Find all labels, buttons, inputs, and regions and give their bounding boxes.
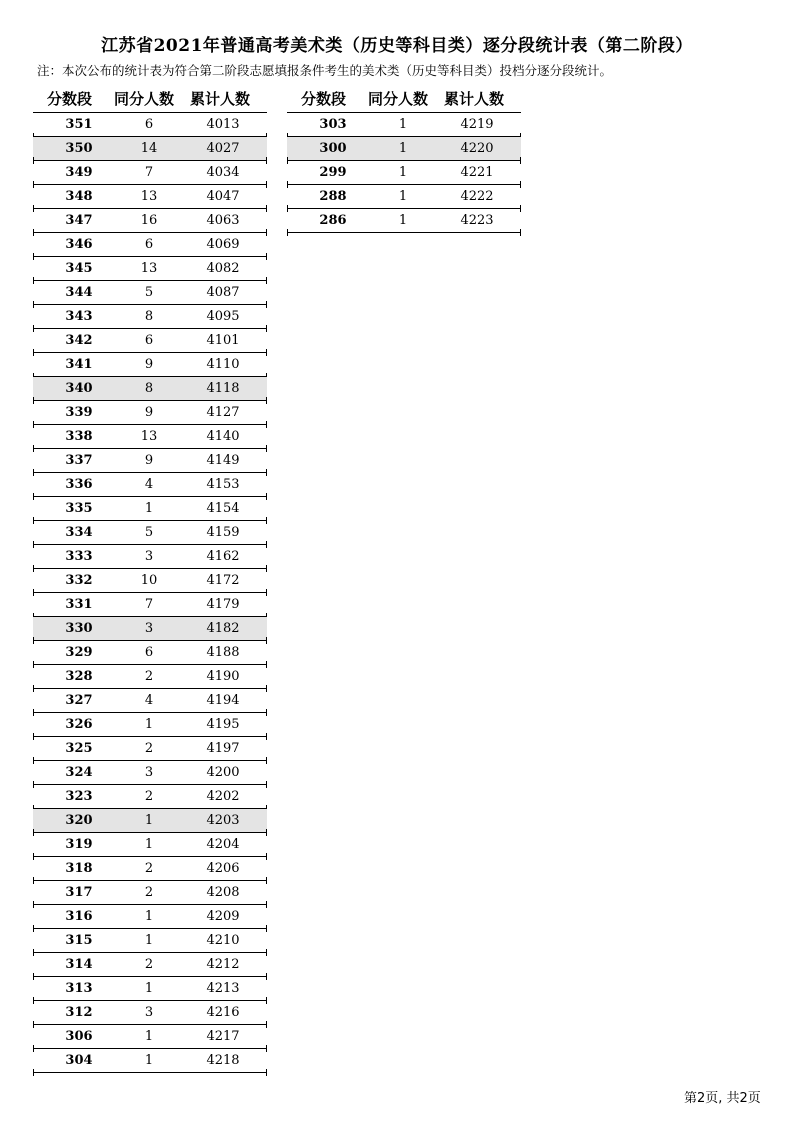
- score-cell: 317: [65, 885, 93, 900]
- cumulative-count-cell: 4082: [206, 261, 240, 276]
- table-row: [33, 809, 267, 833]
- cumulative-count-cell: 4216: [206, 1005, 240, 1020]
- cumulative-count-cell: 4153: [206, 477, 240, 492]
- score-cell: 332: [65, 573, 93, 588]
- score-cell: 300: [319, 141, 347, 156]
- same-score-count-cell: 1: [144, 837, 154, 852]
- same-score-count-cell: 6: [144, 237, 154, 252]
- score-cell: 343: [65, 309, 93, 324]
- table-note: 注：本次公布的统计表为符合第二阶段志愿填报条件考生的美术类（历史等科目类）投档分逐分段统计。: [37, 63, 613, 78]
- same-score-count-cell: 14: [140, 141, 158, 156]
- same-score-count-cell: 3: [144, 549, 154, 564]
- header-score-band: 分数段: [47, 90, 93, 108]
- cumulative-count-cell: 4182: [206, 621, 240, 636]
- same-score-count-cell: 1: [398, 117, 408, 132]
- table-body-left: [33, 113, 267, 1073]
- score-cell: 329: [65, 645, 93, 660]
- same-score-count-cell: 6: [144, 645, 154, 660]
- score-cell: 304: [65, 1053, 93, 1068]
- same-score-count-cell: 13: [140, 189, 158, 204]
- cumulative-count-cell: 4195: [206, 717, 240, 732]
- score-cell: 325: [65, 741, 93, 756]
- same-score-count-cell: 1: [144, 717, 154, 732]
- same-score-count-cell: 1: [144, 1053, 154, 1068]
- same-score-count-cell: 16: [140, 213, 158, 228]
- table-row: [33, 641, 267, 665]
- table-row: [33, 257, 267, 281]
- score-cell: 314: [65, 957, 93, 972]
- score-cell: 349: [65, 165, 93, 180]
- cumulative-count-cell: 4202: [206, 789, 240, 804]
- page-number: 第2页, 共2页: [684, 1091, 761, 1106]
- same-score-count-cell: 10: [140, 573, 158, 588]
- cumulative-count-cell: 4101: [206, 333, 240, 348]
- cumulative-count-cell: 4210: [206, 933, 240, 948]
- score-cell: 306: [65, 1029, 93, 1044]
- table-row: [33, 689, 267, 713]
- same-score-count-cell: 2: [144, 861, 154, 876]
- same-score-count-cell: 1: [144, 933, 154, 948]
- cumulative-count-cell: 4034: [206, 165, 240, 180]
- table-row: [33, 545, 267, 569]
- table-row: [33, 305, 267, 329]
- same-score-count-cell: 7: [144, 597, 154, 612]
- table-row: [33, 329, 267, 353]
- table-row: [33, 929, 267, 953]
- table-row: [287, 209, 521, 233]
- cumulative-count-cell: 4140: [206, 429, 240, 444]
- score-table-right: [287, 85, 521, 233]
- cumulative-count-cell: 4188: [206, 645, 240, 660]
- score-cell: 344: [65, 285, 93, 300]
- table-header: [33, 85, 267, 113]
- score-cell: 318: [65, 861, 93, 876]
- score-cell: 324: [65, 765, 93, 780]
- header-score-band: 分数段: [301, 90, 347, 108]
- cumulative-count-cell: 4162: [206, 549, 240, 564]
- table-row: [33, 233, 267, 257]
- score-cell: 341: [65, 357, 93, 372]
- cumulative-count-cell: 4172: [206, 573, 240, 588]
- score-cell: 331: [65, 597, 93, 612]
- cumulative-count-cell: 4218: [206, 1053, 240, 1068]
- table-row: [33, 737, 267, 761]
- page-title: 江苏省2021年普通高考美术类（历史等科目类）逐分段统计表（第二阶段）: [101, 36, 693, 56]
- cumulative-count-cell: 4208: [206, 885, 240, 900]
- table-row: [33, 977, 267, 1001]
- table-row: [33, 881, 267, 905]
- cumulative-count-cell: 4213: [206, 981, 240, 996]
- cumulative-count-cell: 4154: [206, 501, 240, 516]
- score-cell: 286: [319, 213, 347, 228]
- cumulative-count-cell: 4217: [206, 1029, 240, 1044]
- table-row: [33, 425, 267, 449]
- same-score-count-cell: 1: [398, 165, 408, 180]
- cumulative-count-cell: 4212: [206, 957, 240, 972]
- header-same-score-count: 同分人数: [114, 90, 175, 108]
- table-row: [33, 113, 267, 137]
- same-score-count-cell: 1: [144, 813, 154, 828]
- same-score-count-cell: 6: [144, 333, 154, 348]
- table-row: [287, 137, 521, 161]
- table-row: [33, 161, 267, 185]
- cumulative-count-cell: 4222: [460, 189, 494, 204]
- score-cell: 330: [65, 621, 93, 636]
- table-row: [33, 281, 267, 305]
- table-row: [33, 953, 267, 977]
- table-row: [33, 905, 267, 929]
- header-same-score-count: 同分人数: [368, 90, 429, 108]
- cumulative-count-cell: 4149: [206, 453, 240, 468]
- table-row: [33, 1025, 267, 1049]
- same-score-count-cell: 7: [144, 165, 154, 180]
- cumulative-count-cell: 4203: [206, 813, 240, 828]
- score-cell: 348: [65, 189, 93, 204]
- same-score-count-cell: 9: [144, 453, 154, 468]
- score-cell: 339: [65, 405, 93, 420]
- score-cell: 328: [65, 669, 93, 684]
- cumulative-count-cell: 4027: [206, 141, 240, 156]
- same-score-count-cell: 1: [144, 909, 154, 924]
- same-score-count-cell: 2: [144, 669, 154, 684]
- table-header: [287, 85, 521, 113]
- table-row: [33, 1001, 267, 1025]
- cumulative-count-cell: 4118: [206, 381, 240, 396]
- score-cell: 315: [65, 933, 93, 948]
- score-cell: 338: [65, 429, 93, 444]
- same-score-count-cell: 9: [144, 357, 154, 372]
- table-row: [33, 617, 267, 641]
- cumulative-count-cell: 4200: [206, 765, 240, 780]
- same-score-count-cell: 6: [144, 117, 154, 132]
- table-row: [287, 185, 521, 209]
- same-score-count-cell: 9: [144, 405, 154, 420]
- score-cell: 351: [65, 117, 93, 132]
- table-row: [33, 833, 267, 857]
- cumulative-count-cell: 4069: [206, 237, 240, 252]
- score-cell: 323: [65, 789, 93, 804]
- same-score-count-cell: 1: [144, 1029, 154, 1044]
- cumulative-count-cell: 4127: [206, 405, 240, 420]
- same-score-count-cell: 3: [144, 621, 154, 636]
- same-score-count-cell: 4: [144, 477, 154, 492]
- cumulative-count-cell: 4063: [206, 213, 240, 228]
- cumulative-count-cell: 4219: [460, 117, 494, 132]
- score-cell: 313: [65, 981, 93, 996]
- same-score-count-cell: 2: [144, 885, 154, 900]
- score-table-left: [33, 85, 267, 1073]
- score-cell: 340: [65, 381, 93, 396]
- score-cell: 299: [319, 165, 347, 180]
- same-score-count-cell: 1: [398, 213, 408, 228]
- cumulative-count-cell: 4013: [206, 117, 240, 132]
- same-score-count-cell: 13: [140, 429, 158, 444]
- score-cell: 350: [65, 141, 93, 156]
- table-row: [33, 761, 267, 785]
- same-score-count-cell: 3: [144, 1005, 154, 1020]
- cumulative-count-cell: 4221: [460, 165, 494, 180]
- table-row: [33, 521, 267, 545]
- cumulative-count-cell: 4047: [206, 189, 240, 204]
- score-cell: 303: [319, 117, 347, 132]
- same-score-count-cell: 5: [144, 525, 154, 540]
- score-cell: 334: [65, 525, 93, 540]
- score-cell: 316: [65, 909, 93, 924]
- same-score-count-cell: 1: [144, 981, 154, 996]
- table-row: [33, 449, 267, 473]
- same-score-count-cell: 3: [144, 765, 154, 780]
- cumulative-count-cell: 4204: [206, 837, 240, 852]
- score-cell: 312: [65, 1005, 93, 1020]
- cumulative-count-cell: 4194: [206, 693, 240, 708]
- same-score-count-cell: 2: [144, 789, 154, 804]
- cumulative-count-cell: 4179: [206, 597, 240, 612]
- table-row: [33, 209, 267, 233]
- table-row: [33, 185, 267, 209]
- cumulative-count-cell: 4206: [206, 861, 240, 876]
- score-cell: 326: [65, 717, 93, 732]
- same-score-count-cell: 8: [144, 381, 154, 396]
- table-row: [33, 785, 267, 809]
- score-cell: 333: [65, 549, 93, 564]
- score-cell: 336: [65, 477, 93, 492]
- same-score-count-cell: 2: [144, 957, 154, 972]
- table-row: [287, 113, 521, 137]
- table-row: [33, 1049, 267, 1073]
- cumulative-count-cell: 4087: [206, 285, 240, 300]
- table-row: [33, 569, 267, 593]
- table-row: [287, 161, 521, 185]
- cumulative-count-cell: 4159: [206, 525, 240, 540]
- same-score-count-cell: 1: [398, 141, 408, 156]
- cumulative-count-cell: 4223: [460, 213, 494, 228]
- same-score-count-cell: 5: [144, 285, 154, 300]
- table-row: [33, 473, 267, 497]
- table-row: [33, 665, 267, 689]
- header-cumulative-count: 累计人数: [190, 90, 251, 108]
- score-cell: 335: [65, 501, 93, 516]
- same-score-count-cell: 8: [144, 309, 154, 324]
- cumulative-count-cell: 4110: [206, 357, 240, 372]
- table-row: [33, 377, 267, 401]
- table-row: [33, 401, 267, 425]
- score-cell: 347: [65, 213, 93, 228]
- table-row: [33, 713, 267, 737]
- table-row: [33, 857, 267, 881]
- header-cumulative-count: 累计人数: [444, 90, 505, 108]
- score-cell: 345: [65, 261, 93, 276]
- score-cell: 337: [65, 453, 93, 468]
- score-cell: 288: [319, 189, 347, 204]
- cumulative-count-cell: 4095: [206, 309, 240, 324]
- same-score-count-cell: 1: [144, 501, 154, 516]
- table-body-right: [287, 113, 521, 233]
- table-row: [33, 137, 267, 161]
- score-cell: 319: [65, 837, 93, 852]
- score-cell: 320: [65, 813, 93, 828]
- score-cell: 346: [65, 237, 93, 252]
- same-score-count-cell: 4: [144, 693, 154, 708]
- table-row: [33, 497, 267, 521]
- cumulative-count-cell: 4190: [206, 669, 240, 684]
- cumulative-count-cell: 4220: [460, 141, 494, 156]
- cumulative-count-cell: 4197: [206, 741, 240, 756]
- same-score-count-cell: 13: [140, 261, 158, 276]
- table-row: [33, 593, 267, 617]
- same-score-count-cell: 2: [144, 741, 154, 756]
- table-row: [33, 353, 267, 377]
- score-cell: 327: [65, 693, 93, 708]
- cumulative-count-cell: 4209: [206, 909, 240, 924]
- score-cell: 342: [65, 333, 93, 348]
- same-score-count-cell: 1: [398, 189, 408, 204]
